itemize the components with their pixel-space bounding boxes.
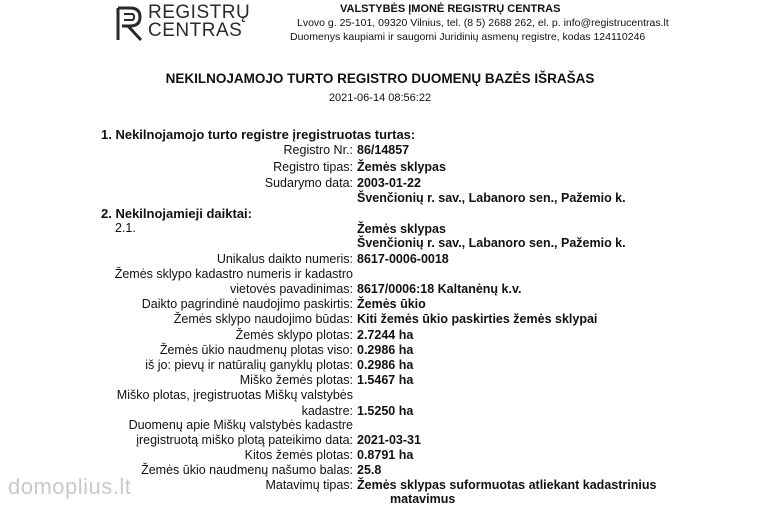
productivity-value: 25.8: [357, 463, 382, 477]
forest-label-line2: kadastre:: [301, 404, 353, 418]
field-value: 0.2986 ha: [357, 343, 414, 357]
field-value: 1.5467 ha: [357, 373, 414, 387]
field-value: Žemės sklypas: [357, 160, 446, 174]
section1-heading: 1. Nekilnojamojo turto registre įregistruotas turtas:: [101, 127, 416, 142]
forest-date-value: 2021-03-31: [357, 433, 421, 447]
org-address: Lvovo g. 25-101, 09320 Vilnius, tel. (8 5) 2688 262, el. p. info@registrucentras.lt: [297, 17, 669, 29]
forest-date-label-line1: Duomenų apie Miškų valstybės kadastre: [128, 418, 353, 432]
org-note: Duomenys kaupiami ir saugomi Juridinių asmenų registre, kodas 124110246: [290, 31, 646, 43]
field-value: 2003-01-22: [357, 176, 421, 190]
other-land-value: 0.8791 ha: [357, 448, 414, 462]
item-address: Švenčionių r. sav., Labanoro sen., Pažemio k.: [357, 236, 626, 250]
forest-value: 1.5250 ha: [357, 404, 414, 418]
cadastral-value: 8617/0006:18 Kaltanėnų k.v.: [357, 282, 522, 296]
unique-number-value: 8617-0006-0018: [357, 252, 449, 266]
registru-centras-logo-icon: [112, 4, 148, 44]
field-label: Žemės sklypo plotas:: [235, 328, 353, 342]
field-label: Miško žemės plotas:: [239, 373, 353, 387]
field-label: iš jo: pievų ir natūralių ganyklų plotas:: [145, 358, 353, 372]
field-value: 86/14857: [357, 143, 410, 157]
watermark: domoplius.lt: [8, 474, 132, 499]
forest-date-label-line2: įregistruotą miško plotą pateikimo data:: [136, 433, 353, 447]
field-label: Registro Nr.:: [283, 143, 353, 157]
property-address: Švenčionių r. sav., Labanoro sen., Pažemio k.: [357, 191, 626, 205]
field-value: 2.7244 ha: [357, 328, 414, 342]
logo-text-line1: REGISTRŲ: [148, 2, 251, 23]
logo-text-line2: CENTRAS: [148, 20, 243, 41]
productivity-label: Žemės ūkio naudmenų našumo balas:: [141, 463, 353, 477]
measurement-value-line1: Žemės sklypas suformuotas atliekant kadastrinius: [357, 478, 657, 492]
cadastral-label-line2: vietovės pavadinimas:: [230, 282, 353, 296]
field-label: Žemės sklypo naudojimo būdas:: [173, 312, 353, 326]
field-label: Sudarymo data:: [264, 176, 353, 190]
item-type: Žemės sklypas: [357, 222, 446, 236]
section2-heading: 2. Nekilnojamieji daiktai:: [101, 206, 252, 221]
field-label: Žemės ūkio naudmenų plotas viso:: [159, 343, 353, 357]
measurement-label: Matavimų tipas:: [265, 478, 353, 492]
field-label: Daikto pagrindinė naudojimo paskirtis:: [141, 297, 353, 311]
document-title: NEKILNOJAMOJO TURTO REGISTRO DUOMENŲ BAZĖS IŠRAŠAS: [165, 71, 595, 86]
field-value: Kiti žemės ūkio paskirties žemės sklypai: [357, 312, 598, 326]
cadastral-label-line1: Žemės sklypo kadastro numeris ir kadastro: [114, 267, 353, 281]
field-value: Žemės ūkio: [357, 297, 426, 311]
unique-number-label: Unikalus daikto numeris:: [216, 252, 353, 266]
item-number: 2.1.: [115, 221, 136, 235]
forest-label-line1: Miško plotas, įregistruotas Miškų valstybės: [116, 388, 353, 402]
field-value: 0.2986 ha: [357, 358, 414, 372]
org-name: VALSTYBĖS ĮMONĖ REGISTRŲ CENTRAS: [340, 3, 561, 15]
document-timestamp: 2021-06-14 08:56:22: [328, 92, 432, 104]
field-label: Registro tipas:: [273, 160, 353, 174]
other-land-label: Kitos žemės plotas:: [244, 448, 353, 462]
measurement-value-line2: matavimus: [390, 492, 456, 506]
